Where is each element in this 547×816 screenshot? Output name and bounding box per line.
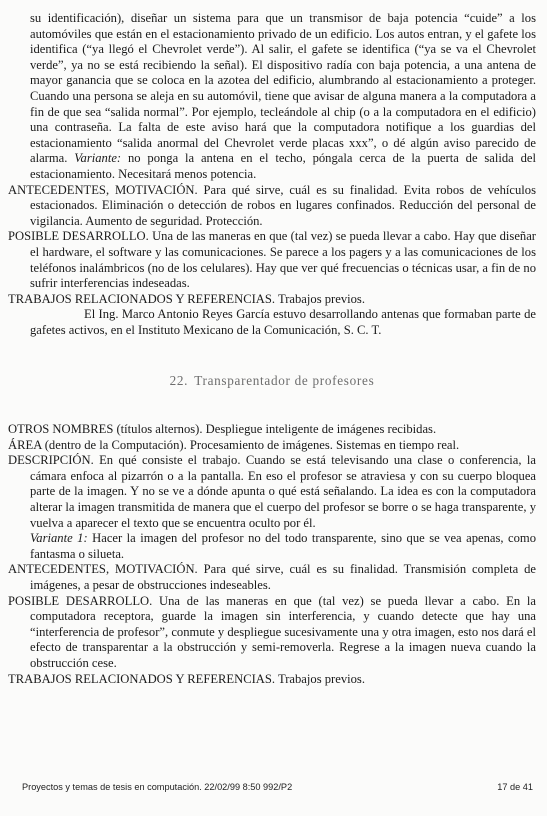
trabajos-heading: TRABAJOS RELACIONADOS Y REFERENCIAS. Trabajos previos. (8, 291, 365, 306)
section-number: 22. (169, 373, 189, 389)
section-title (8, 373, 536, 389)
antecedentes-22-paragraph: ANTECEDENTES, MOTIVACIÓN. Para qué sirve, cuál es su finalidad. Transmisión completa de imágenes, a pesar de obstrucciones indeseables. (8, 562, 536, 592)
section-title-text: Transparentador de profesores (194, 373, 375, 389)
descripcion-paragraph (8, 453, 536, 531)
variant-1-label: Variante 1: (30, 531, 88, 546)
description-text: su identificación), diseñar un sistema para que un transmisor de baja potencia “cuide” a los automóviles que están en el estacionamiento privado de un edificio. Los autos entran, y el gafete los identifica (“ya llegó el Chevrolet verde”). Al salir, el gafete se identifica (“ya se va el Chevrolet verde”, ya no se está recibiendo la señal). El dispositivo radía con baja potencia, a una antena de mayor ganancia que se coloca en la azotea del edificio, alumbrando al estacionamiento a proteger. Cuando una persona se aleja en su automóvil, tiene que avisar de alguna manera a la computadora a fin de que sea “salida normal”. Por ejemplo, tecleándole al chip (o a la computadora en el edificio) una contraseña. La falta de este aviso hará que la computadora notifique a los guardias del estacionamiento “salida anormal del Chevrolet verde placas xxx”, o dé algún aviso parecido de alarma. (30, 11, 536, 166)
trabajos-22-heading: TRABAJOS RELACIONADOS Y REFERENCIAS. Trabajos previos. (8, 671, 365, 686)
antecedentes-paragraph: ANTECEDENTES, MOTIVACIÓN. Para qué sirve, cuál es su finalidad. Evita robos de vehículos estacionados. Eliminación o detección de robos en lugares confinados. Reducción del personal de vigilancia. Aumento de seguridad. Protección. (8, 182, 536, 228)
footer-doc-info: Proyectos y temas de tesis en computación. 22/02/99 8:50 992/P2 (22, 782, 293, 792)
variant-1-text: Hacer la imagen del profesor no del todo transparente, sino que se vea apenas, como fantasma o silueta. (30, 531, 536, 561)
variant-paragraph (8, 531, 536, 562)
page-footer (22, 780, 533, 796)
desarrollo-paragraph: POSIBLE DESARROLLO. Una de las maneras en que (tal vez) se pueda llevar a cabo. Hay que diseñar el hardware, el software y las comunicaciones. Se parece a los pagers y a las comunicaciones de los teléfonos inalámbricos (no de los celulares). Hay que ver qué frecuencias o técnicas usar, a fin de no sufrir interferencias indeseadas. (8, 229, 536, 291)
page-number: 17 de 41 (497, 782, 533, 792)
descripcion-text: DESCRIPCIÓN. En qué consiste el trabajo. Cuando se está televisando una clase o conferencia, la cámara enfoca al pizarrón o a la pantalla. En eso el profesor se atraviesa y con su cuerpo bloquea parte de la imagen. Y no se ve a dónde apunta o qué está señalando. La idea es con la computadora alterar la imagen transmitida de manera que el cuerpo del profesor se borre o se haga transparente, y vuelva a aparecer el texto que se encuentra oculto por él. (8, 453, 536, 530)
trabajos-detail: El Ing. Marco Antonio Reyes García estuvo desarrollando antenas que formaban parte de gafetes activos, en el Instituto Mexicano de la Comunicación, S. C. T. (30, 307, 536, 337)
variant-text: no ponga la antena en el techo, póngala cerca de la puerta de salida del estacionamiento. Necesitará menos potencia. (30, 151, 536, 181)
document-page (8, 11, 536, 687)
variant-label: Variante: (74, 151, 122, 166)
otros-nombres-paragraph: OTROS NOMBRES (títulos alternos). Despliegue inteligente de imágenes recibidas. (8, 422, 437, 437)
description-continuation (8, 11, 536, 183)
desarrollo-22-paragraph: POSIBLE DESARROLLO. Una de las maneras en que (tal vez) se pueda llevar a cabo. En la computadora receptora, guarde la imagen sin interferencia, y cuando detecte que hay una “interferencia de profesor”, conmute y despliegue sucesivamente una y otra imagen, esto nos dará el efecto de transparentar a la obstrucción y semi-removerla. Regrese a la imagen nueva cuando la obstrucción cese. (8, 593, 536, 670)
area-paragraph: ÁREA (dentro de la Computación). Procesamiento de imágenes. Sistemas en tiempo real. (8, 437, 460, 452)
